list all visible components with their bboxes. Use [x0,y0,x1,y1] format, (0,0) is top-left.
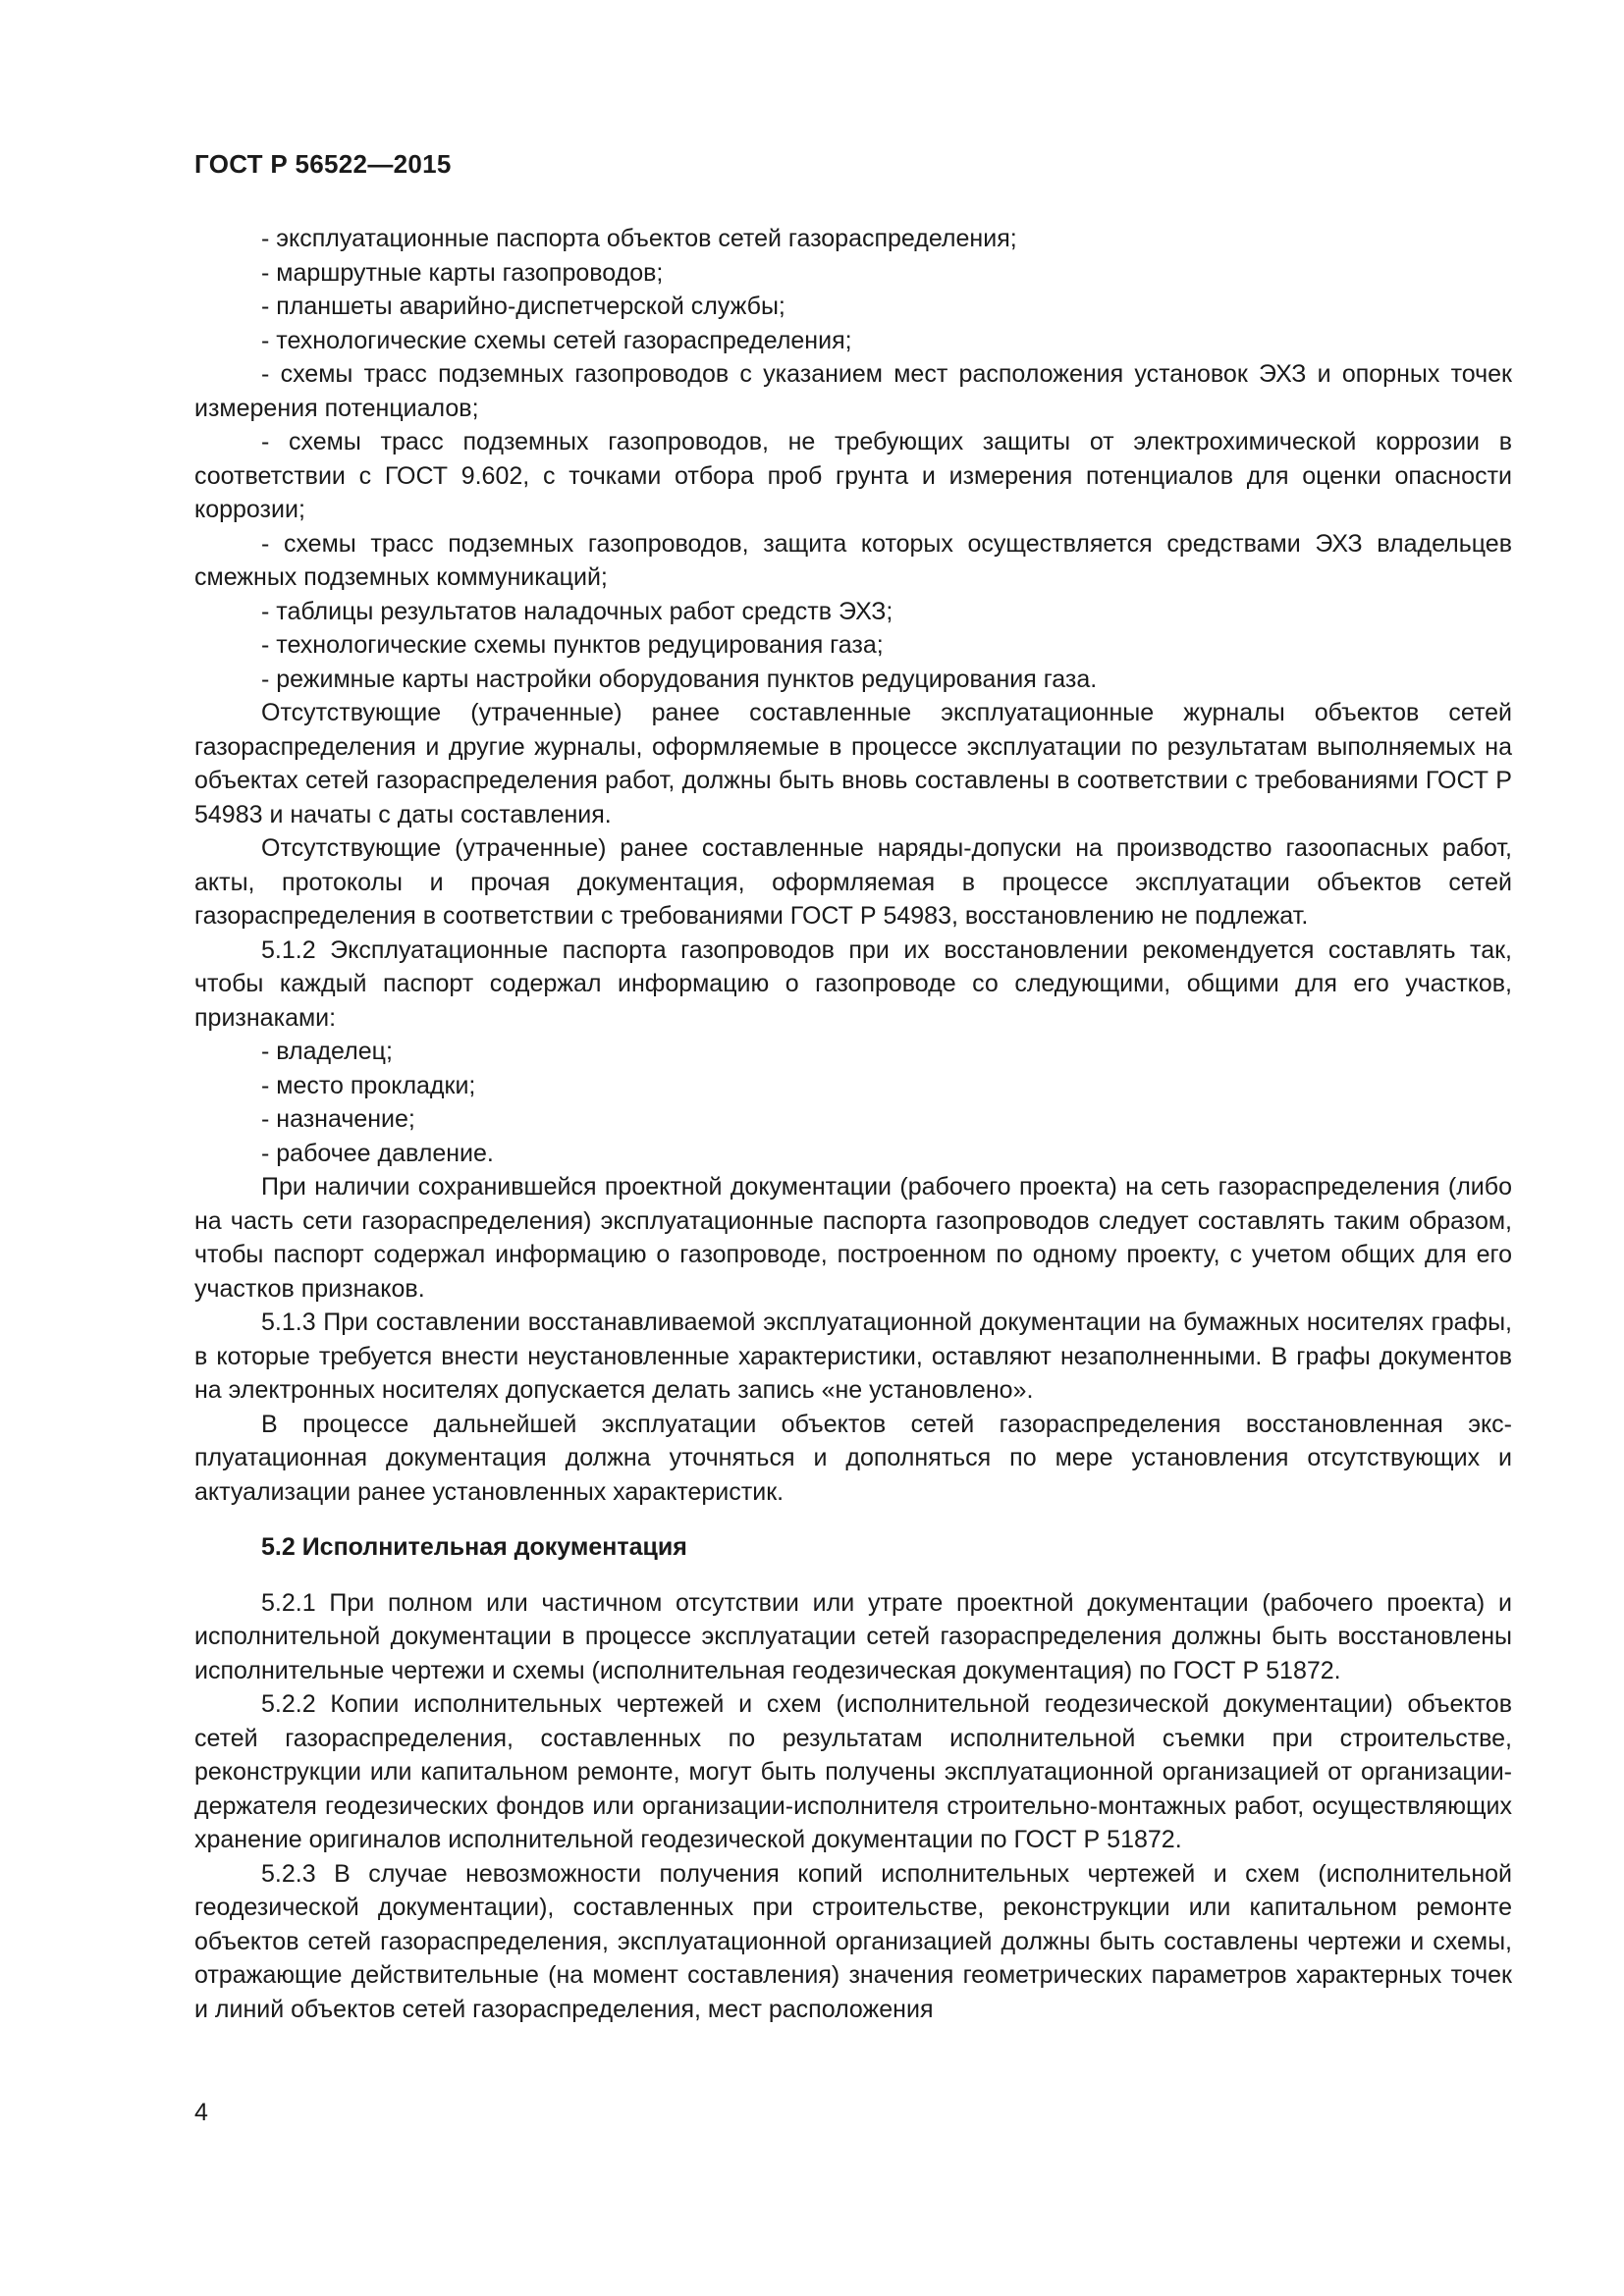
paragraph: При наличии сохранившейся проектной документации (рабочего проекта) на сеть газораспределения (либо на часть сети газораспределения) эксплуатационные паспорта газопроводов следует составлять таким образом, чтобы паспорт содержал информацию о газопроводе, построенном по одному проекту, с учетом общих для его участков признаков. [194,1173,1512,1303]
paragraph: - схемы трасс подземных газопроводов с указанием мест расположения установок ЭХЗ и опорных точек измерения потенциалов; [194,360,1512,422]
paragraph: - владелец; [261,1038,393,1065]
paragraph: 5.1.3 При составлении восстанавливаемой эксплуатационной документации на бумажных носителях графы, в которые требуется внести неустановленные характеристики, оставляют незаполненными. В графы документов на электронных носителях допускается делать запись «не установлено». [194,1308,1512,1404]
paragraph: - маршрутные карты газопроводов; [261,258,664,287]
section-heading: 5.2 Исполнительная документация [261,1533,687,1561]
paragraph: - рабочее давление. [261,1139,494,1167]
paragraph: - назначение; [261,1105,415,1133]
paragraph: Отсутствующие (утраченные) ранее составленные эксплуатационные журналы объектов сетей газораспределения и другие журналы, оформляемые в процессе эксплуатации по результатам выполняемых на объектах сетей газораспределения работ, должны быть вновь составлены в соответствии с требованиями ГОСТ Р 54983 и начаты с даты составления. [194,699,1512,828]
paragraph: - место прокладки; [261,1071,476,1099]
paragraph: - режимные карты настройки оборудования пунктов редуцирования газа. [261,665,1098,693]
document-header-id: ГОСТ Р 56522—2015 [194,149,452,179]
paragraph: Отсутствующие (утраченные) ранее составленные наряды-допуски на производство газоопасных работ, акты, протоколы и прочая документация, оформляемая в процессе эксплуатации объектов сетей газораспределения в соответствии с требованиями ГОСТ Р 54983, восстановлению не подлежат. [194,834,1512,930]
paragraph: 5.2.2 Копии исполнительных чертежей и схем (исполнительной геодезической документации) объектов сетей газораспределения, составленных по результатам исполнительной съемки при строительстве, реконструкции или капитальном ремонте, могут быть получены эксплуатационной организацией от организации-держателя геодезических фондов или организации-исполнителя строительно-монтажных работ, осуществляющих хранение оригиналов исполнительной геодезической документации по ГОСТ Р 51872. [194,1690,1512,1853]
paragraph: - эксплуатационные паспорта объектов сетей газораспределения; [261,225,1017,252]
paragraph: 5.1.2 Эксплуатационные паспорта газопроводов при их восстановлении рекомендуется составлять так, чтобы каждый паспорт содержал информацию о газопроводе со следующими, общими для его участков, признаками: [194,935,1512,1032]
paragraph: - технологические схемы пунктов редуцирования газа; [261,631,884,659]
paragraph: 5.2.3 В случае невозможности получения копий исполнительных чертежей и схем (исполнительной геодезической документации), составленных при строительстве, реконструкции или капитальном ремонте объектов сетей газораспределения, эксплуатационной организацией должны быть составлены чертежи и схемы, отражающие действительные (на момент составления) значения геометрических параметров характерных точек и линий объектов сетей газораспределения, мест расположения [194,1859,1512,2023]
paragraph: 5.2.1 При полном или частичном отсутствии или утрате проектной документации (рабочего проекта) и исполнительной документации в процессе эксплуатации сетей газораспределения должны быть восстановлены исполнительные чертежи и схемы (исполнительная геодезическая документация) по ГОСТ Р 51872. [194,1588,1512,1684]
paragraph: - таблицы результатов наладочных работ средств ЭХЗ; [261,597,893,625]
page-number: 4 [194,2099,208,2126]
paragraph: - схемы трасс подземных газопроводов, защита которых осуществляется средствами ЭХЗ владельцев смежных подземных коммуникаций; [194,529,1512,591]
paragraph: В процессе дальнейшей эксплуатации объектов сетей газораспределения восстановленная эксплуатационная документация должна уточняться и дополняться по мере установления отсутствующих и актуализации ранее установленных характеристик. [194,1410,1512,1506]
paragraph: - технологические схемы сетей газораспределения; [261,326,852,354]
paragraph: - планшеты аварийно-диспетчерской службы; [261,293,785,320]
paragraph: - схемы трасс подземных газопроводов, не требующих защиты от электрохимической коррозии в соответствии с ГОСТ 9.602, с точками отбора проб грунта и измерения потенциалов для оценки опасности коррозии; [194,428,1512,523]
document-body [194,222,1512,2026]
